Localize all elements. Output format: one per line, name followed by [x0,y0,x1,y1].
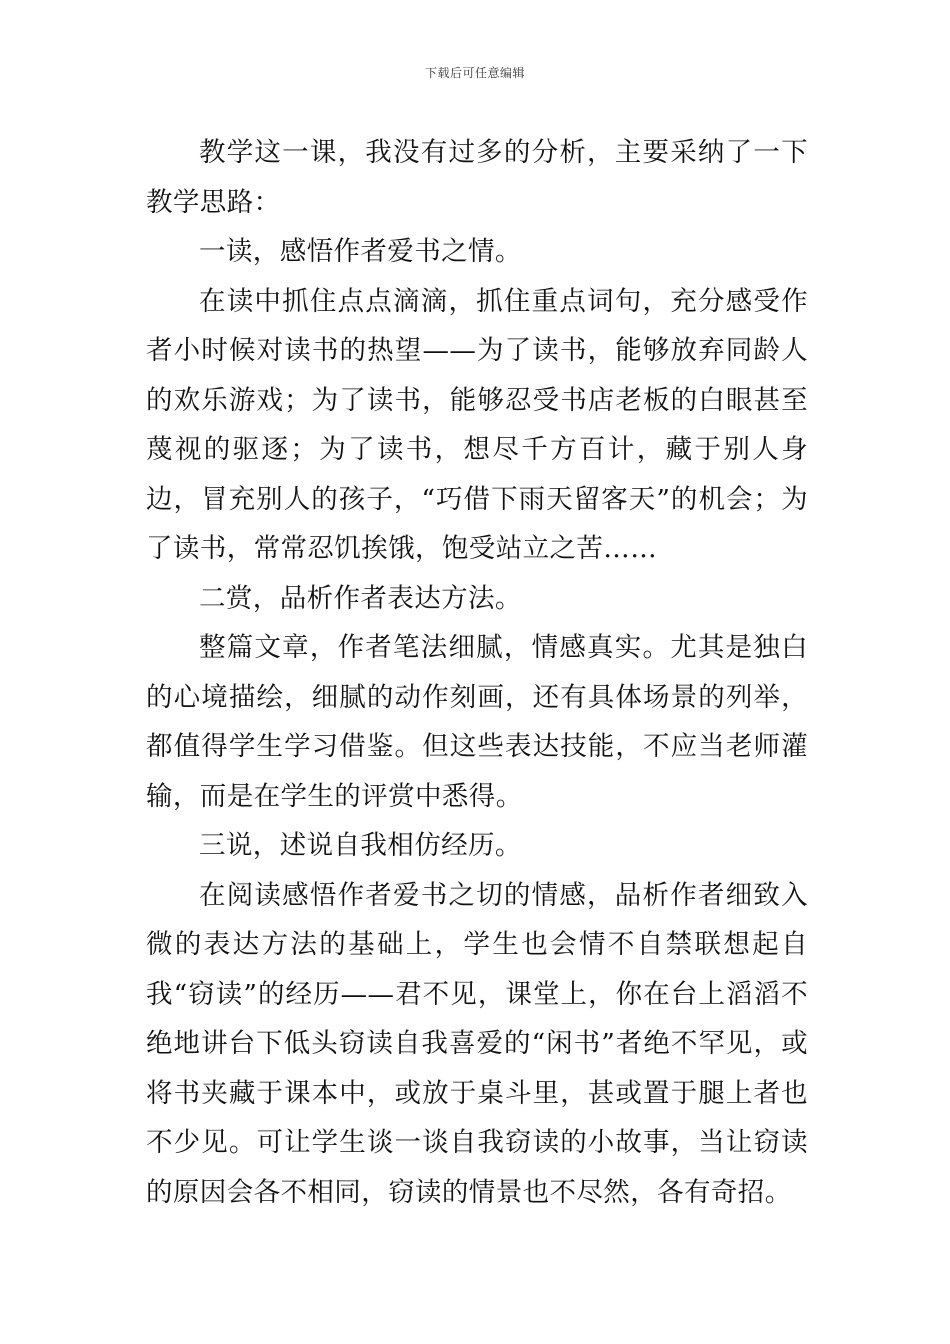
document-body [146,128,808,1217]
paragraph-heading-read: 一读，感悟作者爱书之情。 [199,236,522,267]
paragraph-appreciate-detail: 整篇文章，作者笔法细腻，情感真实。尤其是独白的心境描绘，细腻的动作刻画，还有具体场景的列举，都值得学生学习借鉴。但这些表达技能，不应当老师灌输，而是在学生的评赏中悉得。 [146,632,808,812]
paragraph-read-detail: 在读中抓住点点滴滴，抓住重点词句，充分感受作者小时候对读书的热望——为了读书，能够放弃同龄人的欢乐游戏；为了读书，能够忍受书店老板的白眼甚至蔑视的驱逐；为了读书，想尽千方百计，藏于别人身边，冒充别人的孩子，“巧借下雨天留客天”的机会；为了读书，常常忍饥挨饿，饱受站立之苦…… [146,285,808,564]
paragraph-heading-appreciate: 二赏，品析作者表达方法。 [199,582,522,614]
paragraph-heading-speak: 三说，述说自我相仿经历。 [199,830,522,861]
paragraph-intro: 教学这一课，我没有过多的分析，主要采纳了一下教学思路： [146,137,808,218]
paragraph-speak-detail: 在阅读感悟作者爱书之切的情感，品析作者细致入微的表达方法的基础上，学生也会情不自禁联想起自我“窃读”的经历——君不见，课堂上，你在台上滔滔不绝地讲台下低头窃读自我喜爱的“闲书”者绝不罕见，或将书夹藏于课本中，或放于桌斗里，甚或置于腿上者也不少见。可让学生谈一谈自我窃读的小故事，当让窃读的原因会各不相同，窃读的情景也不尽然，各有奇招。 [146,879,808,1208]
page-header: 下载后可任意编辑 [424,66,525,80]
